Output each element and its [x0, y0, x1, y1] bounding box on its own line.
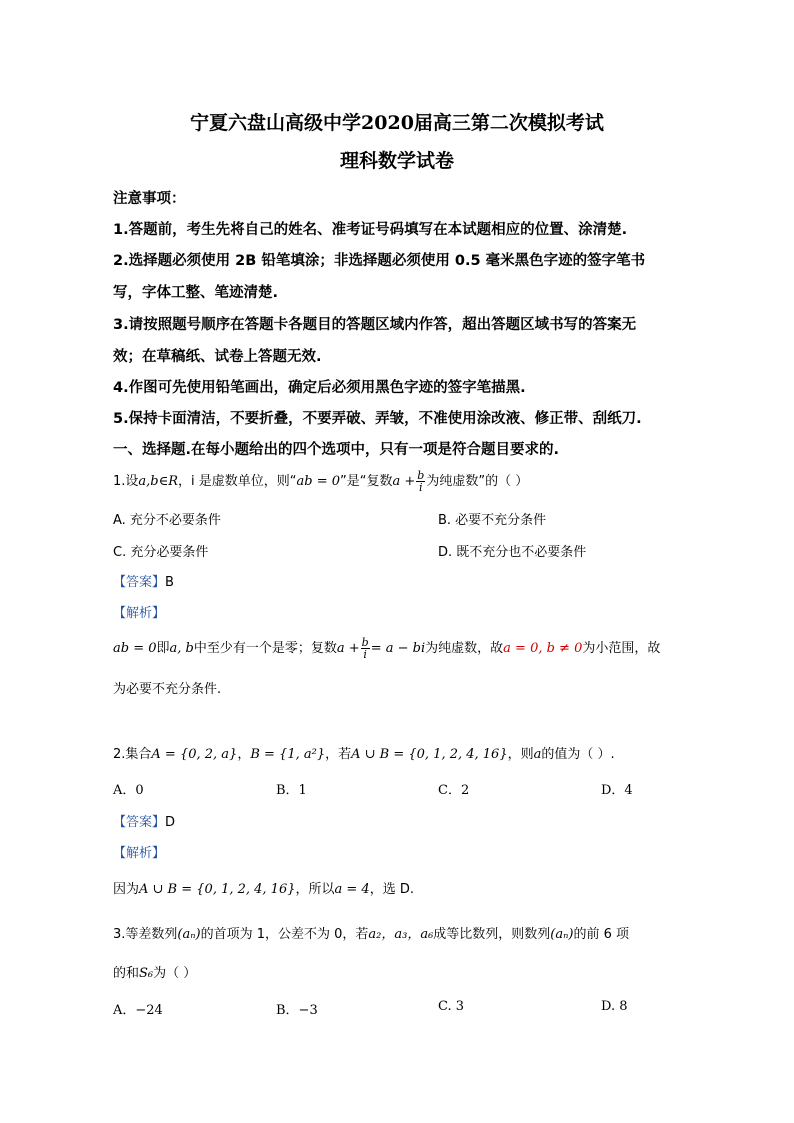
q1-analysis-line-1 [113, 637, 660, 660]
q1-option-d: D. 既不充分也不必要条件 [438, 545, 587, 560]
q2-stem-text-2: ， [237, 747, 251, 762]
q1-analysis-fraction [361, 637, 370, 660]
q3-option-b: B．−3 [276, 1003, 318, 1018]
q1-answer-tag: 【答案】 [113, 575, 166, 590]
q2-answer-value: D [165, 815, 176, 830]
q1-stem [113, 470, 528, 493]
q2-analysis-value: a = 4 [334, 882, 370, 897]
q2-option-d: D．4 [601, 783, 633, 798]
q2-set-a: A = {0, 2, a} [151, 747, 238, 762]
q3-sequence: (aₙ) [177, 927, 201, 942]
q3-terms: a₂，a₃，a₆ [368, 927, 434, 942]
notice-heading: 注意事项： [113, 191, 186, 207]
exam-subtitle: 理科数学试卷 [339, 150, 454, 172]
q1-stem-condition: ab = 0 [296, 474, 341, 489]
q2-option-c: C．2 [438, 783, 470, 798]
q1-analysis-tag: 【解析】 [113, 606, 166, 621]
notice-item-5: 5.保持卡面清洁，不要折叠，不要弄破、弄皱，不准使用涂改液、修正带、刮纸刀. [113, 411, 642, 427]
q1-analysis-line-2: 为必要不充分条件. [113, 682, 222, 697]
q1-stem-fraction [416, 470, 425, 493]
q1-stem-expr: a + [392, 474, 416, 489]
q3-stem-text-5: 的和 [113, 966, 140, 981]
q3-stem-text: 3.等差数列 [113, 927, 178, 942]
q2-stem-text-4: ，则 [507, 747, 534, 762]
q1-analysis-frac-denominator: i [363, 648, 367, 661]
q1-option-c: C. 充分必要条件 [113, 545, 209, 560]
q1-stem-set: a,b∈R [138, 474, 179, 489]
notice-item-3-line-2: 效；在草稿纸、试卷上答题无效. [113, 349, 322, 365]
q3-sequence-2: (aₙ) [550, 927, 574, 942]
notice-item-4: 4.作图可先使用铅笔画出，确定后必须用黑色字迹的签字笔描黑. [113, 380, 526, 396]
q1-stem-text-3: ”是“复数 [340, 474, 393, 489]
q1-analysis-expr-4: = a − bi [370, 641, 426, 656]
q1-analysis-text-4: 为小范围，故 [582, 641, 661, 656]
q1-answer [113, 571, 174, 590]
notice-item-1: 1.答题前，考生先将自己的姓名、准考证号码填写在本试题相应的位置、涂清楚. [113, 222, 628, 238]
q3-stem-line-2 [113, 962, 196, 981]
q1-stem-text-4: 为纯虚数”的（ ） [426, 474, 529, 489]
q1-analysis-expr-5: a = 0, b ≠ 0 [503, 641, 583, 656]
q1-stem-text: 1.设 [113, 474, 139, 489]
q3-option-c: C. 3 [438, 999, 465, 1014]
q1-option-b: B. 必要不充分条件 [438, 513, 547, 528]
q2-answer-tag: 【答案】 [113, 815, 166, 830]
q2-stem-text: 2.集合 [113, 747, 152, 762]
q2-stem [113, 743, 615, 762]
q1-analysis-text-1: 即 [156, 641, 170, 656]
q2-stem-text-3: ，若 [325, 747, 352, 762]
q3-option-a: A．−24 [113, 1003, 163, 1018]
exam-title: 宁夏六盘山高级中学2020届高三第二次模拟考试 [190, 112, 604, 134]
section-1-heading: 一、选择题.在每小题给出的四个选项中，只有一项是符合题目要求的. [113, 442, 560, 458]
q3-option-d: D. 8 [601, 999, 628, 1014]
q3-stem-line-1 [113, 923, 629, 942]
q2-analysis-text: 因为 [113, 882, 140, 897]
q1-analysis-text-3: 为纯虚数，故 [425, 641, 504, 656]
q1-option-a: A. 充分不必要条件 [113, 513, 221, 528]
q1-analysis-text-2: 中至少有一个是零；复数 [193, 641, 337, 656]
q3-sum: S₆ [139, 966, 154, 981]
q2-set-b: B = {1, a²} [250, 747, 326, 762]
q2-analysis-union: A ∪ B = {0, 1, 2, 4, 16} [139, 882, 296, 897]
q3-stem-text-4: 的前 6 项 [573, 927, 630, 942]
q2-variable: a [533, 747, 542, 762]
q3-stem-text-2: 的首项为 1，公差不为 0，若 [200, 927, 369, 942]
q1-stem-text-2: ，i 是虚数单位，则“ [178, 474, 297, 489]
notice-item-3-line-1: 3.请按照题号顺序在答题卡各题目的答题区域内作答，超出答题区域书写的答案无 [113, 317, 637, 333]
q1-analysis-frac-numerator: b [361, 636, 369, 649]
q2-union: A ∪ B = {0, 1, 2, 4, 16} [351, 747, 508, 762]
notice-item-2-line-1: 2.选择题必须使用 2B 铅笔填涂；非选择题必须使用 0.5 毫米黑色字迹的签字笔书 [113, 253, 646, 269]
q1-analysis-expr-2: a, b [169, 641, 194, 656]
q2-option-b: B．1 [276, 783, 307, 798]
q3-stem-text-6: 为（ ） [153, 966, 197, 981]
q1-frac-denominator: i [419, 481, 423, 494]
q1-frac-numerator: b [417, 469, 425, 482]
q2-stem-text-5: 的值为（ ）. [541, 747, 615, 762]
q1-analysis-expr-3: a + [336, 641, 360, 656]
q1-answer-value: B [165, 575, 174, 590]
q2-analysis-tag: 【解析】 [113, 846, 166, 861]
q2-analysis-text-3: ，选 D. [369, 882, 414, 897]
q2-answer [113, 811, 175, 830]
q2-analysis-text-2: ，所以 [295, 882, 335, 897]
q2-analysis [113, 878, 414, 897]
q2-option-a: A．0 [113, 783, 144, 798]
notice-item-2-line-2: 写，字体工整、笔迹清楚. [113, 285, 279, 301]
q1-analysis-expr-1: ab = 0 [113, 641, 157, 656]
q3-stem-text-3: 成等比数列，则数列 [433, 927, 551, 942]
